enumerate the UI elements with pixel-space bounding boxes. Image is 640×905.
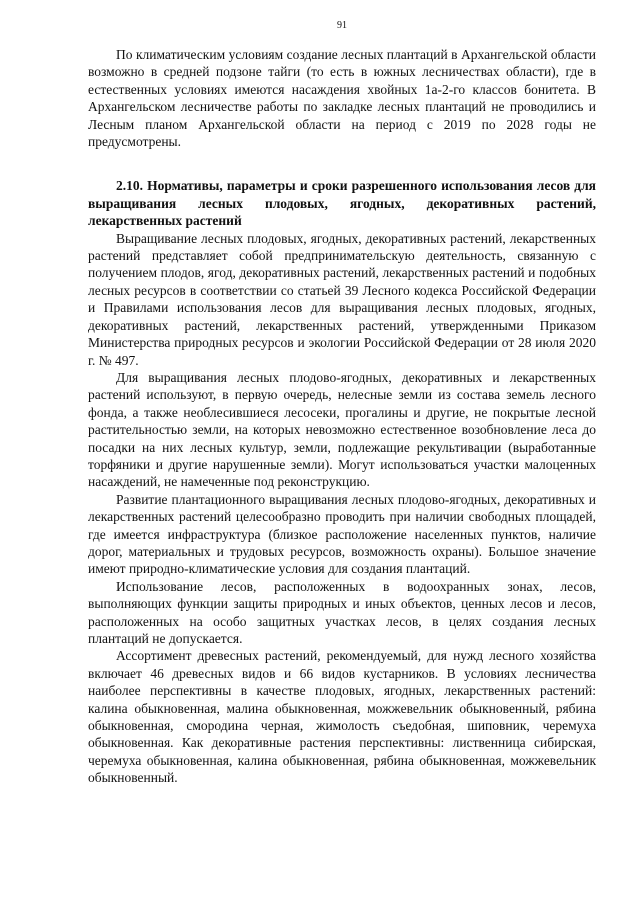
- intro-paragraph: По климатическим условиям создание лесных плантаций в Архангельской области возможно в средней подзоне тайги (то есть в южных лесничествах области), где в естественных условиях имеются насаждения хвойных 1а-2-го классов бонитета. В Архангельском лесничестве работы по закладке лесных плантаций не проводились и Лесным планом Архангельской области на период с 2019 по 2028 годы не предусмотрены.: [88, 47, 596, 150]
- section-paragraph-5: Ассортимент древесных растений, рекомендуемый, для нужд лесного хозяйства включает 46 древесных видов и 66 видов кустарников. В условиях лесничества наиболее перспективны в качестве плодовых, ягодных, лекарственных растений: калина обыкновенная, малина обыкновенная, можжевельник обыкновенный, рябина обыкновенная, смородина черная, жимолость съедобная, шиповник, черемуха обыкновенная. Как декоративные растения перспективны: лиственница сибирская, черемуха обыкновенная, калина обыкновенная, рябина обыкновенная, можжевельник обыкновенный.: [88, 648, 596, 786]
- document-page: [88, 20, 596, 787]
- section-2-10: [88, 177, 596, 786]
- section-paragraph-1: Выращивание лесных плодовых, ягодных, декоративных растений, лекарственных растений представляет собой предпринимательскую деятельность, связанную с получением плодов, ягод, декоративных растений, лекарственных растений и подобных лесных ресурсов в соответствии со статьей 39 Лесного кодекса Российской Федерации и Правилами использования лесов для выращивания лесных плодовых, ягодных, декоративных растений, лекарственных растений, утвержденными Приказом Министерства природных ресурсов и экологии Российской Федерации от 28 июля 2020 г. № 497.: [88, 230, 596, 368]
- page-number: 91: [337, 20, 347, 31]
- section-paragraph-4: Использование лесов, расположенных в водоохранных зонах, лесов, выполняющих функции защиты природных и иных объектов, ценных лесов и лесов, расположенных на особо защитных участках лесов, в целях создания лесных плантаций не допускается.: [88, 578, 596, 646]
- section-paragraph-3: Развитие плантационного выращивания лесных плодово-ягодных, декоративных и лекарственных растений целесообразно проводить при наличии свободных площадей, где имеется инфраструктура (близкое расположение населенных пунктов, наличие дорог, материальных и трудовых ресурсов, возможность охраны). Большое значение имеют природно-климатические условия для создания плантаций.: [88, 491, 596, 577]
- section-heading: 2.10. Нормативы, параметры и сроки разрешенного использования лесов для выращивания лесных плодовых, ягодных, декоративных растений, лекарственных растений: [88, 178, 596, 229]
- section-paragraph-2: Для выращивания лесных плодово-ягодных, декоративных и лекарственных растений используют, в первую очередь, нелесные земли из состава земель лесного фонда, а также необлесившиеся лесосеки, прогалины и другие, не покрытые лесной растительностью земли, на которых невозможно естественное возобновление леса до посадки на них лесных культур, земли, подлежащие рекультивации (выработанные торфяники и другие нарушенные земли). Могут использоваться участки малоценных насаждений, не намеченные под реконструкцию.: [88, 369, 596, 490]
